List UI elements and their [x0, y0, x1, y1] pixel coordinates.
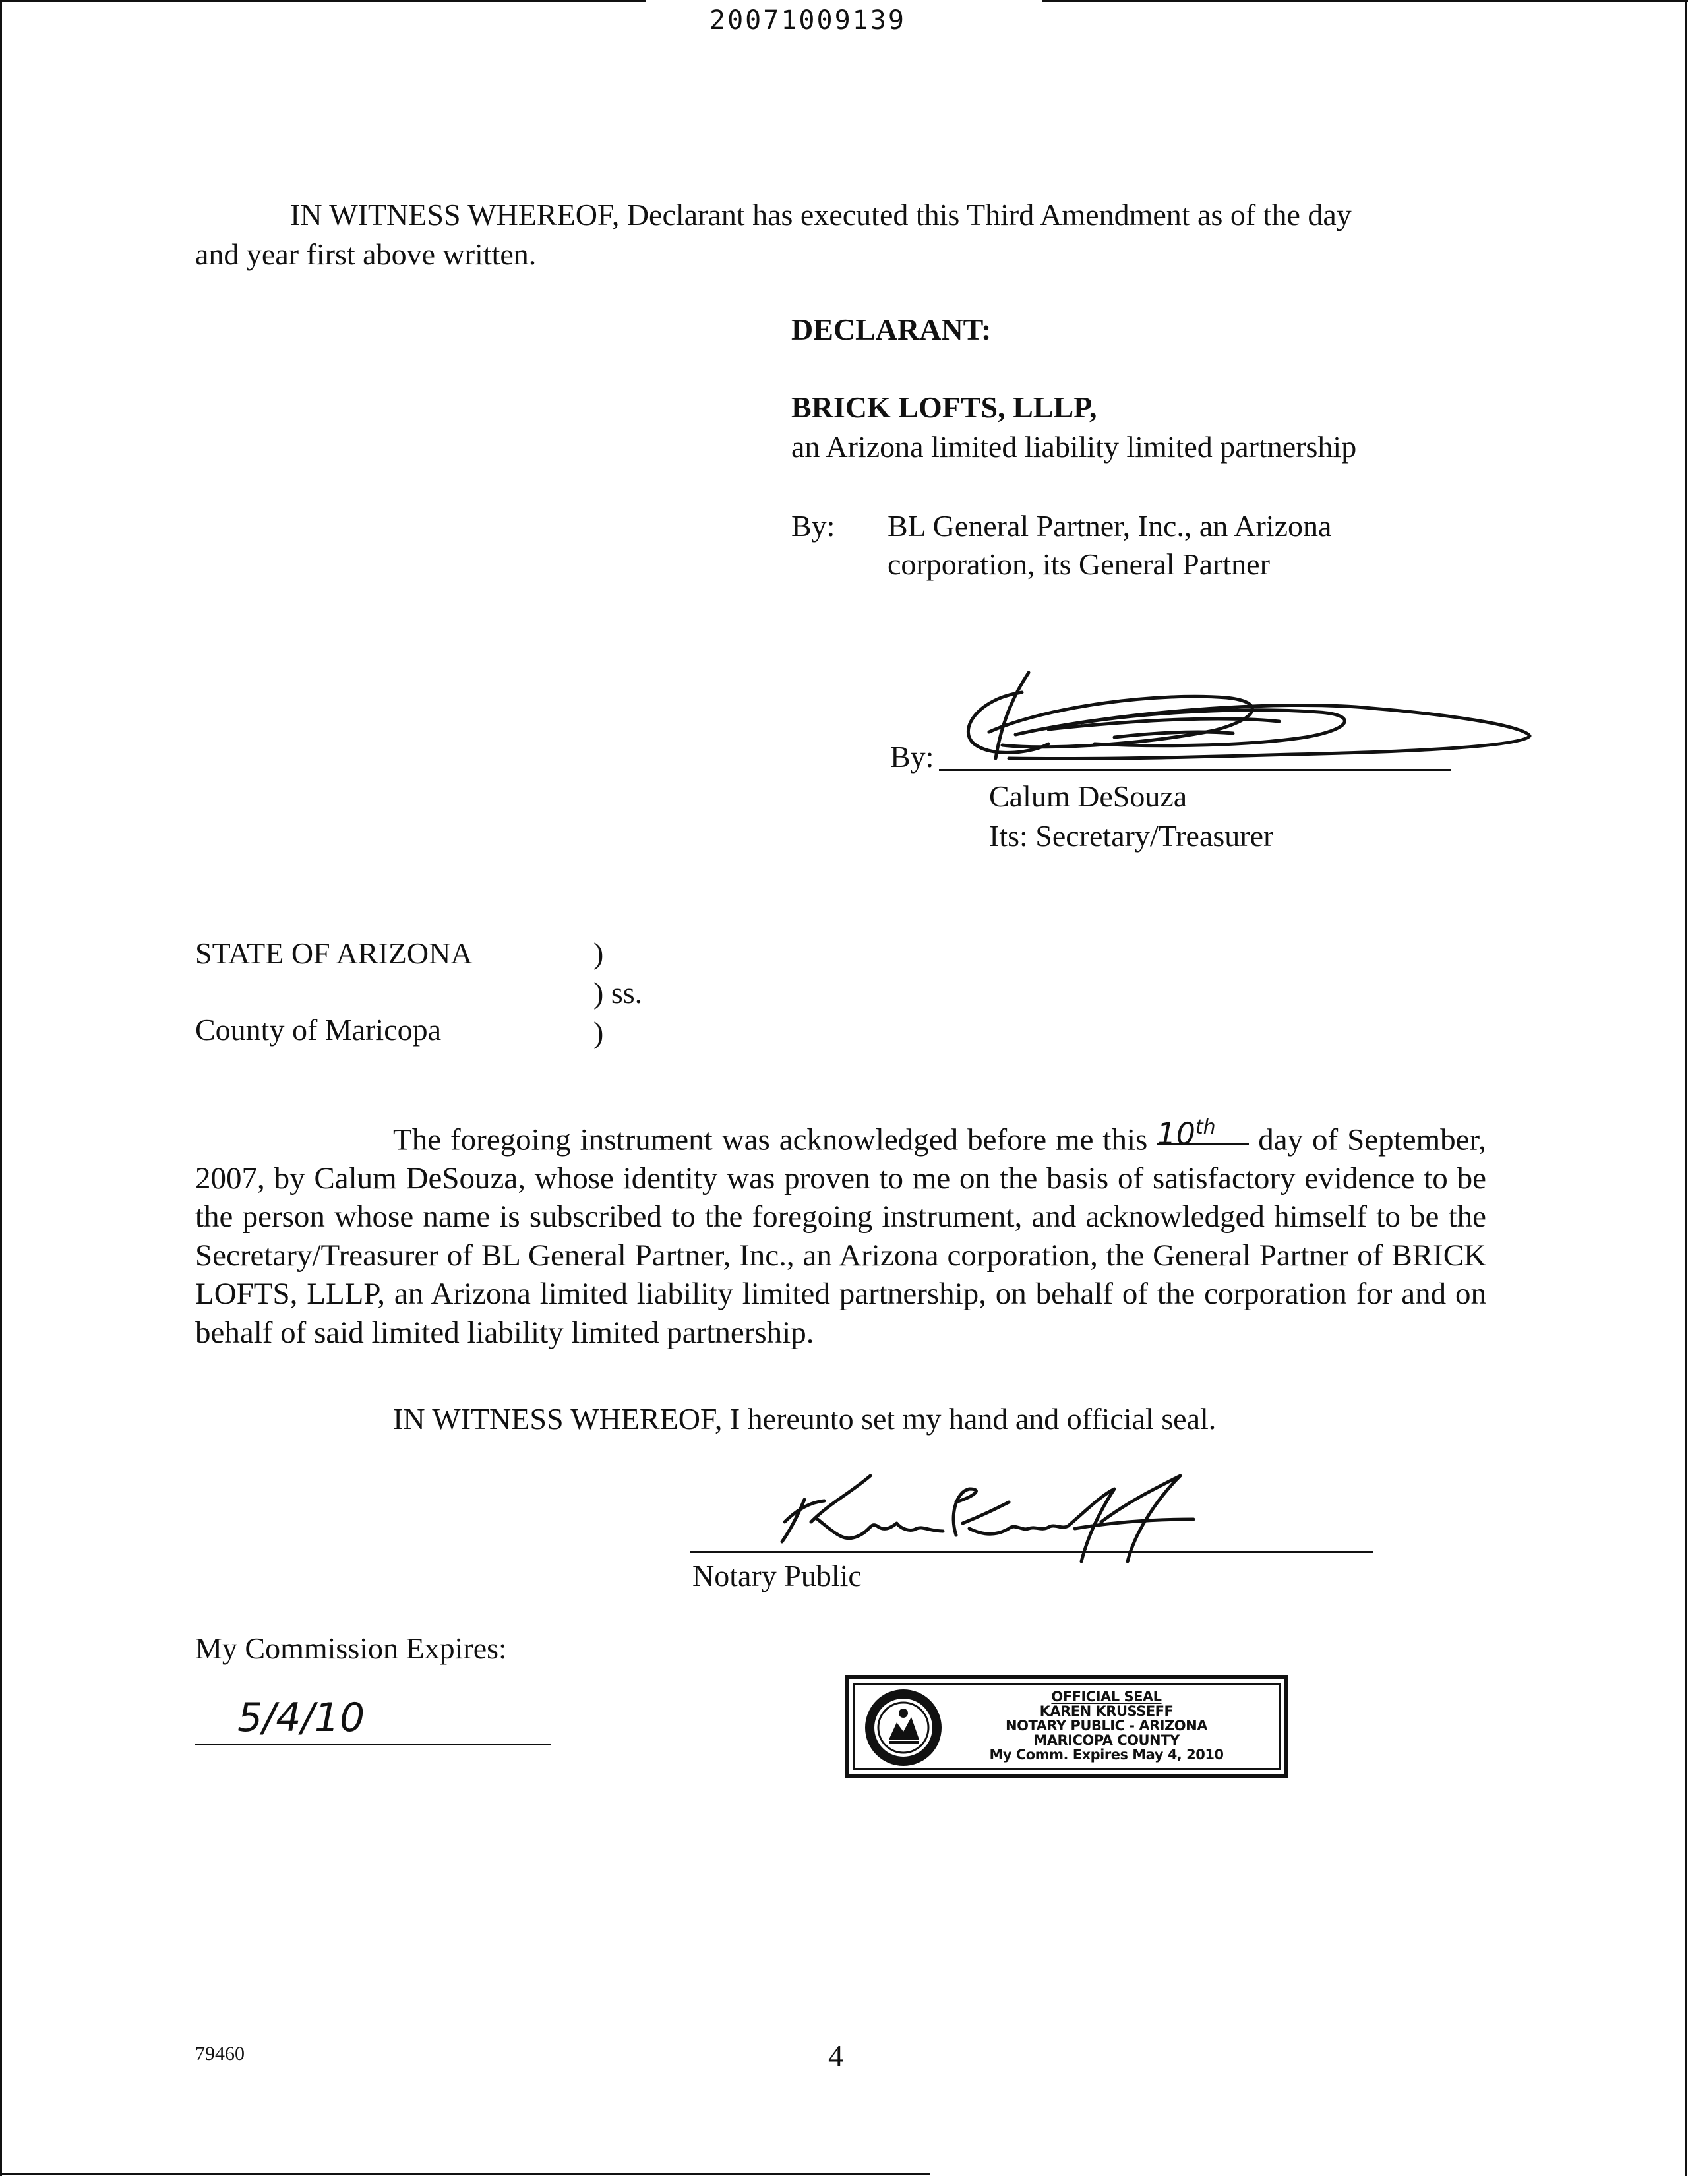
commission-date-handwritten: 5/4/10 — [237, 1695, 365, 1741]
entity-name: BRICK LOFTS, LLLP, — [791, 390, 1097, 424]
day-number: 10 — [1157, 1116, 1195, 1152]
venue-paren-close: ) — [593, 1016, 604, 1049]
commission-date-line — [195, 1744, 551, 1745]
right-border — [1685, 0, 1687, 2176]
notary-seal-text — [975, 1689, 1238, 1762]
top-border-left — [0, 0, 646, 2]
footer-doc-id: 79460 — [195, 2043, 245, 2065]
document-number: 20071009139 — [709, 5, 906, 36]
notary-seal — [845, 1675, 1288, 1778]
venue-paren-open: ) — [593, 936, 604, 970]
seal-line-5: My Comm. Expires May 4, 2010 — [989, 1747, 1224, 1763]
seal-line-3: NOTARY PUBLIC - ARIZONA — [1006, 1718, 1207, 1734]
entity-description: an Arizona limited liability limited partnership — [791, 430, 1357, 464]
page-number: 4 — [828, 2039, 843, 2073]
partner-line-1: BL General Partner, Inc., an Arizona — [888, 509, 1332, 543]
day-suffix: th — [1195, 1116, 1216, 1139]
notary-signature-line — [690, 1551, 1373, 1553]
partner-line-2: corporation, its General Partner — [888, 547, 1270, 581]
top-border-right — [1042, 0, 1688, 2]
signer-name: Calum DeSouza — [989, 779, 1188, 813]
notary-label: Notary Public — [692, 1559, 862, 1592]
commission-label: My Commission Expires: — [195, 1631, 507, 1665]
seal-line-4: MARICOPA COUNTY — [1033, 1732, 1180, 1748]
opening-line-2: and year first above written. — [195, 237, 537, 271]
acknowledgment-text-after: day of September, 2007, by Calum DeSouza, whose identity was proven to me on the basis of satisfactory evidence to be the person whose name is subscribed to the foregoing instrument, and acknowledged himself to be the Secretary/Treasurer of BL General Partner, Inc., an Arizona corporation, the General Partner of BRICK LOFTS, LLLP, an Arizona limited liability limited partnership, on behalf of the corporation for and on behalf of said limited liability limited partnership. — [195, 1122, 1487, 1350]
acknowledgment-day-handwritten — [1157, 1112, 1249, 1152]
signer-title: Its: Secretary/Treasurer — [989, 819, 1274, 853]
signature-by-label: By: — [890, 740, 934, 774]
acknowledgment-paragraph — [195, 1118, 1486, 1352]
by-label: By: — [791, 509, 835, 543]
venue-ss: ) ss. — [593, 976, 643, 1010]
declarant-heading: DECLARANT: — [791, 313, 992, 346]
closing-witness-line: IN WITNESS WHEREOF, I hereunto set my hand and official seal. — [393, 1402, 1217, 1436]
left-border — [0, 0, 2, 2176]
bottom-border — [0, 2173, 930, 2175]
declarant-signature — [950, 666, 1543, 778]
arizona-seal-emblem-icon — [862, 1687, 944, 1769]
venue-county: County of Maricopa — [195, 1013, 442, 1046]
acknowledgment-text-before: The foregoing instrument was acknowledged before me this — [393, 1122, 1148, 1157]
seal-line-2: KAREN KRUSSEFF — [1039, 1703, 1174, 1719]
seal-line-1: OFFICIAL SEAL — [1051, 1689, 1162, 1705]
venue-state: STATE OF ARIZONA — [195, 936, 473, 970]
opening-line-1: IN WITNESS WHEREOF, Declarant has executed this Third Amendment as of the day — [290, 198, 1352, 231]
